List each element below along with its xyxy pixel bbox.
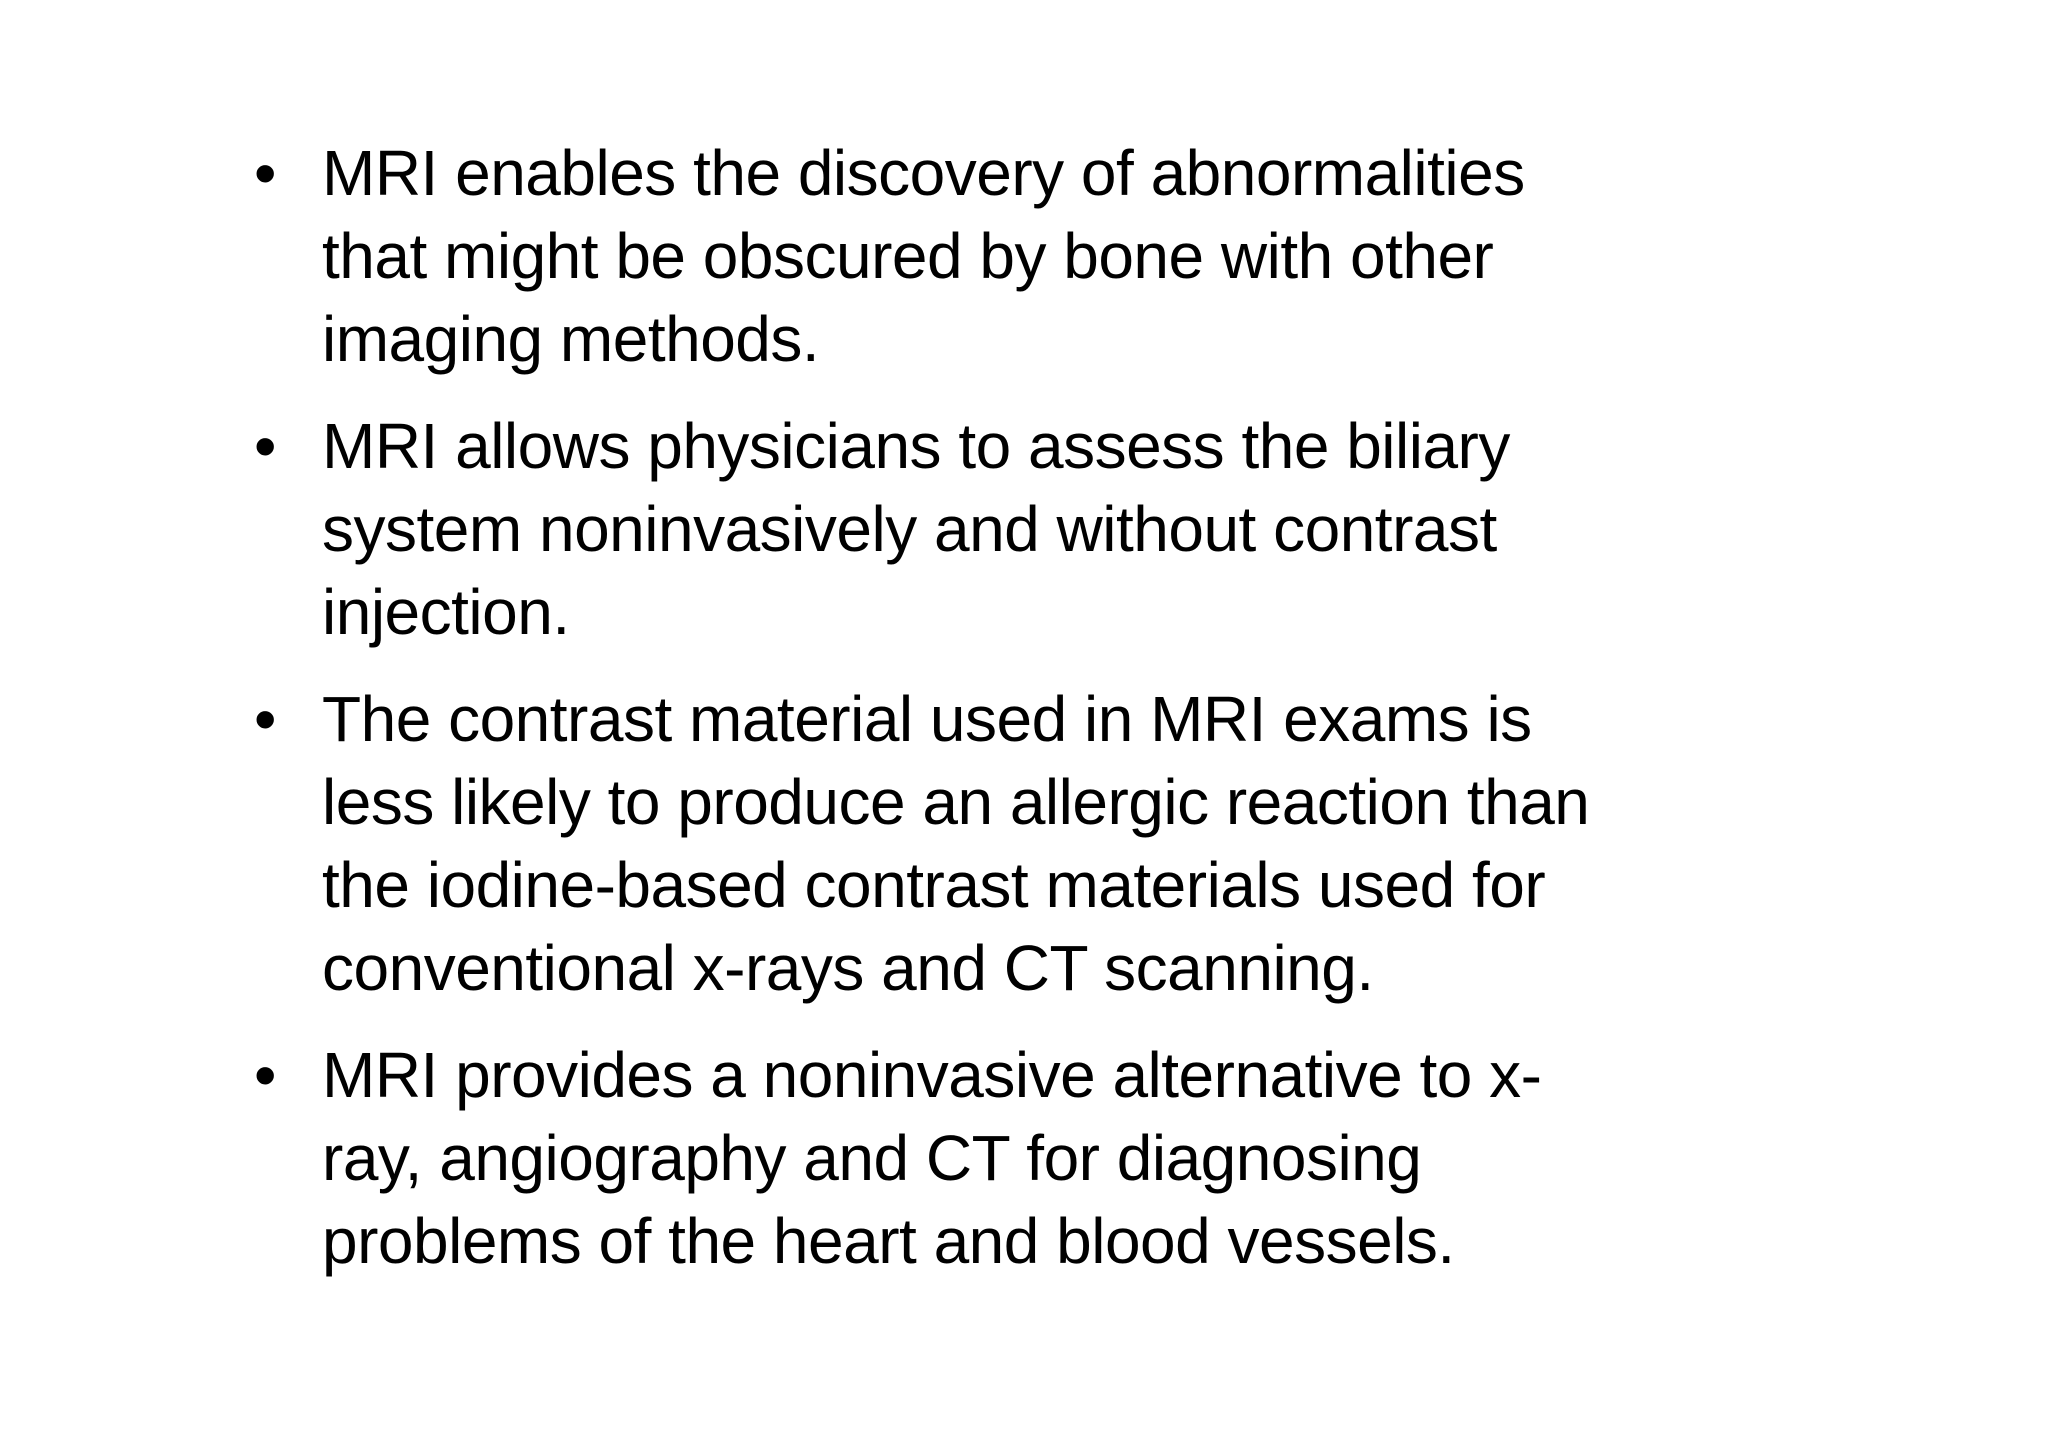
bullet-text-line: less likely to produce an allergic reaction than bbox=[322, 766, 1590, 838]
bullet-dot-icon: • bbox=[254, 1039, 276, 1111]
bullet-text-line: MRI allows physicians to assess the biliary bbox=[322, 410, 1510, 482]
bullet-text-line: system noninvasively and without contrast bbox=[322, 493, 1497, 565]
bullet-item bbox=[252, 405, 1812, 654]
bullet-text-line: MRI enables the discovery of abnormalities bbox=[322, 137, 1525, 209]
bullet-text-line: imaging methods. bbox=[322, 303, 820, 375]
bullet-text-line: the iodine-based contrast materials used for bbox=[322, 849, 1546, 921]
bullet-item bbox=[252, 132, 1812, 381]
bullet-dot-icon: • bbox=[254, 683, 276, 755]
bullet-item bbox=[252, 1034, 1812, 1283]
bullet-item bbox=[252, 678, 1812, 1010]
bullet-text-line: conventional x-rays and CT scanning. bbox=[322, 932, 1374, 1004]
bullet-list bbox=[252, 132, 1812, 1307]
bullet-text-line: ray, angiography and CT for diagnosing bbox=[322, 1122, 1422, 1194]
bullet-text-line: problems of the heart and blood vessels. bbox=[322, 1205, 1455, 1277]
bullet-text-line: The contrast material used in MRI exams is bbox=[322, 683, 1532, 755]
bullet-text-line: injection. bbox=[322, 576, 570, 648]
bullet-text-line: MRI provides a noninvasive alternative to x- bbox=[322, 1039, 1542, 1111]
bullet-text-line: that might be obscured by bone with other bbox=[322, 220, 1494, 292]
bullet-dot-icon: • bbox=[254, 410, 276, 482]
bullet-dot-icon: • bbox=[254, 137, 276, 209]
